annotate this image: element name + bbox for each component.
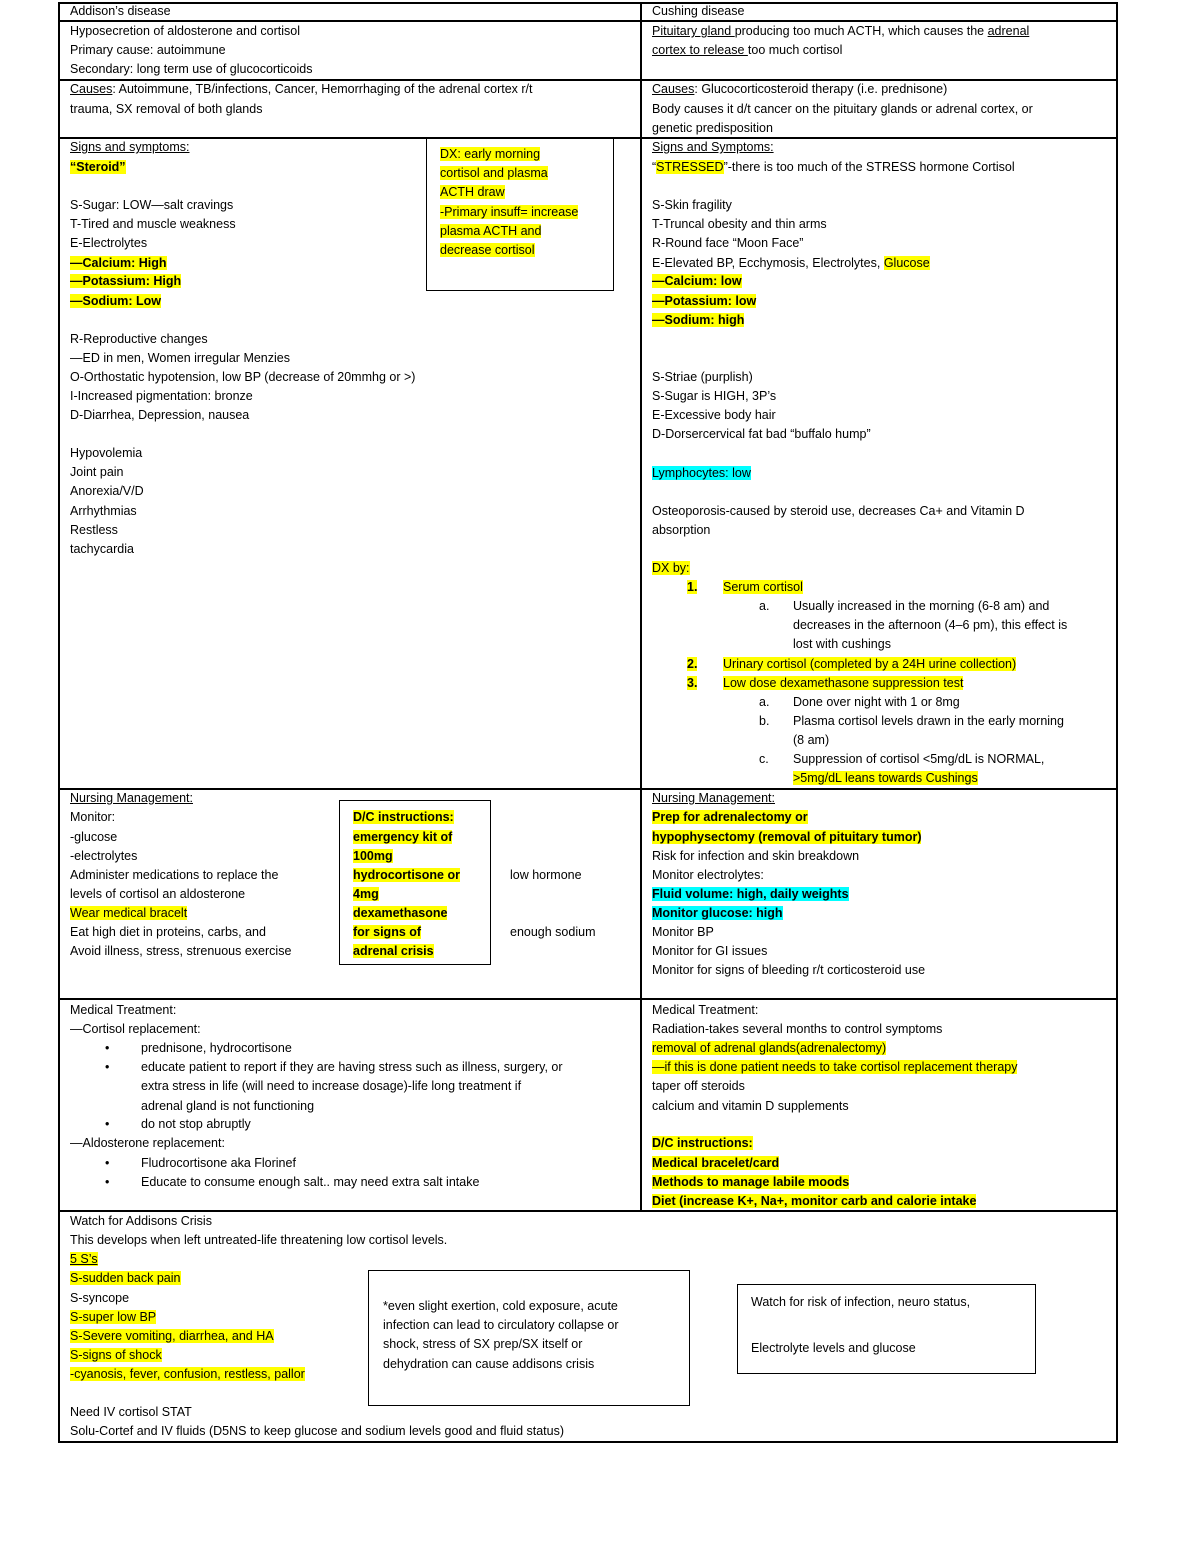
addison-secondary-cause: Secondary: long term use of glucocorticoids bbox=[70, 62, 313, 76]
nursing-line-text: Fluid volume: high, daily weights bbox=[652, 887, 849, 901]
med-line: Fludrocortisone aka Florinef bbox=[141, 1156, 296, 1170]
ss-line: Arrhythmias bbox=[70, 504, 137, 518]
crisis-line-text: S-super low BP bbox=[70, 1310, 157, 1324]
ss-line: E-Excessive body hair bbox=[652, 408, 776, 422]
ss-line: Anorexia/V/D bbox=[70, 484, 144, 498]
ss-line: tachycardia bbox=[70, 542, 134, 556]
dc-box-line bbox=[353, 904, 447, 923]
nursing-line: Eat high diet in proteins, carbs, and bbox=[70, 925, 266, 939]
med-line-text: Diet (increase K+, Na+, monitor carb and calorie intake bbox=[652, 1194, 977, 1208]
dx-item: Plasma cortisol levels drawn in the early morning bbox=[793, 714, 1064, 728]
osteo-line: Osteoporosis-caused by steroid use, decreases Ca+ and Vitamin D bbox=[652, 504, 1025, 518]
crisis-line bbox=[70, 1269, 181, 1288]
dx-number-text: 3. bbox=[687, 676, 698, 690]
dx-item: Usually increased in the morning (6-8 am) and bbox=[793, 599, 1050, 613]
crisis-line-text: -cyanosis, fever, confusion, restless, pallor bbox=[70, 1367, 305, 1381]
ss-line: Hypovolemia bbox=[70, 446, 143, 460]
nursing-line: -electrolytes bbox=[70, 849, 138, 863]
addison-ss-title: Signs and symptoms: bbox=[70, 140, 190, 154]
dx-box-text: plasma ACTH and bbox=[440, 224, 542, 238]
ss-line: R-Round face “Moon Face” bbox=[652, 236, 804, 250]
dx-item-text: >5mg/dL leans towards Cushings bbox=[793, 771, 978, 785]
dc-box-text: D/C instructions: bbox=[353, 810, 454, 824]
cushing-nursing-title: Nursing Management: bbox=[652, 791, 775, 805]
table-border-right bbox=[1116, 2, 1118, 1443]
nursing-line bbox=[652, 885, 849, 904]
crisis-note-line: *even slight exertion, cold exposure, acute bbox=[383, 1299, 618, 1313]
dx-box-text: cortisol and plasma bbox=[440, 166, 548, 180]
ss-line-text: —Sodium: Low bbox=[70, 294, 161, 308]
dc-box-text: 100mg bbox=[353, 849, 393, 863]
nursing-line-text: Monitor glucose: high bbox=[652, 906, 783, 920]
table-border-top bbox=[58, 2, 1118, 4]
crisis-title: Watch for Addisons Crisis bbox=[70, 1214, 212, 1228]
ss-line: T-Tired and muscle weakness bbox=[70, 217, 236, 231]
dc-box-line bbox=[353, 866, 460, 885]
ss-line bbox=[70, 254, 167, 273]
crisis-line bbox=[70, 1327, 274, 1346]
nursing-line-text: hypophysectomy (removal of pituitary tumor) bbox=[652, 830, 922, 844]
crisis-line bbox=[70, 1365, 305, 1384]
ss-line bbox=[652, 292, 756, 311]
dx-box-text: ACTH draw bbox=[440, 185, 505, 199]
cushing-ss-mnemonic bbox=[652, 158, 1015, 177]
ss-line: E-Electrolytes bbox=[70, 236, 148, 250]
med-line: do not stop abruptly bbox=[141, 1117, 251, 1131]
dc-box-line bbox=[353, 847, 393, 866]
mnemonic-text: “Steroid” bbox=[70, 160, 126, 174]
dc-box-text: dexamethasone bbox=[353, 906, 448, 920]
cushing-ss-title: Signs and Symptoms: bbox=[652, 140, 774, 154]
nursing-line: Administer medications to replace the bbox=[70, 868, 279, 882]
lymphocytes-text: Lymphocytes: low bbox=[652, 466, 751, 480]
ss-line-text: —Calcium: low bbox=[652, 274, 742, 288]
addison-med-title: Medical Treatment: bbox=[70, 1003, 177, 1017]
row-divider bbox=[58, 998, 1118, 1000]
nursing-line: Monitor BP bbox=[652, 925, 714, 939]
crisis-line-text: S-Severe vomiting, diarrhea, and HA bbox=[70, 1329, 274, 1343]
ss-line-text: E-Elevated BP, Ecchymosis, Electrolytes, bbox=[652, 256, 884, 270]
nursing-line bbox=[70, 904, 187, 923]
dx-number bbox=[687, 578, 697, 597]
cushing-title: Cushing disease bbox=[652, 4, 745, 18]
nursing-line: Avoid illness, stress, strenuous exercise bbox=[70, 944, 292, 958]
addison-ss-mnemonic bbox=[70, 158, 126, 177]
mnemonic-text: STRESSED bbox=[656, 160, 724, 174]
ss-line: S-Striae (purplish) bbox=[652, 370, 753, 384]
dx-item-text: Serum cortisol bbox=[723, 580, 803, 594]
nursing-line-text: Prep for adrenalectomy or bbox=[652, 810, 808, 824]
dc-box-text: hydrocortisone or bbox=[353, 868, 460, 882]
dx-number-text: 2. bbox=[687, 657, 698, 671]
dx-box-text: DX: early morning bbox=[440, 147, 541, 161]
crisis-note-line: shock, stress of SX prep/SX itself or bbox=[383, 1337, 583, 1351]
dc-box-text: adrenal crisis bbox=[353, 944, 434, 958]
med-line: extra stress in life (will need to increase dosage)-life long treatment if bbox=[141, 1079, 522, 1093]
column-divider bbox=[640, 2, 642, 1212]
bullet-icon: • bbox=[105, 1060, 110, 1074]
crisis-description: This develops when left untreated-life threatening low cortisol levels. bbox=[70, 1233, 448, 1247]
ss-line: —ED in men, Women irregular Menzies bbox=[70, 351, 290, 365]
dx-letter: a. bbox=[759, 695, 770, 709]
crisis-line-text: S-signs of shock bbox=[70, 1348, 162, 1362]
def-part: too much cortisol bbox=[747, 43, 843, 57]
ss-line-text: —Potassium: low bbox=[652, 294, 757, 308]
dx-item-text: Low dose dexamethasone suppression test bbox=[723, 676, 964, 690]
dx-item: Done over night with 1 or 8mg bbox=[793, 695, 960, 709]
bullet-icon: • bbox=[105, 1175, 110, 1189]
cushing-definition-cont bbox=[652, 41, 842, 60]
nursing-line: Monitor for signs of bleeding r/t corticosteroid use bbox=[652, 963, 926, 977]
dx-box-line bbox=[440, 222, 541, 241]
dx-item bbox=[723, 578, 803, 597]
dx-item: Suppression of cortisol <5mg/dL is NORMAL, bbox=[793, 752, 1045, 766]
ss-line: S-Skin fragility bbox=[652, 198, 732, 212]
crisis-note-line: dehydration can cause addisons crisis bbox=[383, 1357, 595, 1371]
table-border-bottom bbox=[58, 1441, 1118, 1443]
dx-box-line bbox=[440, 145, 540, 164]
dx-item bbox=[723, 674, 963, 693]
med-line: Radiation-takes several months to control symptoms bbox=[652, 1022, 943, 1036]
dx-item bbox=[723, 655, 1016, 674]
cushing-med-title: Medical Treatment: bbox=[652, 1003, 759, 1017]
dx-title bbox=[652, 559, 690, 578]
def-part: Pituitary gland bbox=[652, 24, 735, 38]
bullet-icon: • bbox=[105, 1041, 110, 1055]
def-part: producing too much ACTH, which causes the bbox=[734, 24, 988, 38]
med-line bbox=[652, 1173, 849, 1192]
nursing-line: Monitor for GI issues bbox=[652, 944, 768, 958]
nursing-line: Risk for infection and skin breakdown bbox=[652, 849, 860, 863]
nursing-continuation: low hormone bbox=[510, 868, 582, 882]
crisis-ss-label bbox=[70, 1250, 98, 1269]
dx-box-line bbox=[440, 241, 535, 260]
quote: “ bbox=[652, 160, 657, 174]
ss-line bbox=[70, 272, 181, 291]
ss-line: S-Sugar: LOW—salt cravings bbox=[70, 198, 234, 212]
dx-letter: c. bbox=[759, 752, 769, 766]
def-part: adrenal bbox=[987, 24, 1030, 38]
dc-box-text: for signs of bbox=[353, 925, 422, 939]
dx-box-text: decrease cortisol bbox=[440, 243, 535, 257]
osteo-line: absorption bbox=[652, 523, 711, 537]
crisis-line bbox=[70, 1308, 156, 1327]
med-line bbox=[652, 1154, 779, 1173]
crisis-line: S-syncope bbox=[70, 1291, 130, 1305]
med-line-text: D/C instructions: bbox=[652, 1136, 753, 1150]
watch-note-line: Watch for risk of infection, neuro status, bbox=[751, 1295, 971, 1309]
dc-box-line bbox=[353, 808, 454, 827]
crisis-iv: Need IV cortisol STAT bbox=[70, 1405, 192, 1419]
dx-title-text: DX by: bbox=[652, 561, 690, 575]
med-line: —Aldosterone replacement: bbox=[70, 1136, 225, 1150]
med-line-text: Medical bracelet/card bbox=[652, 1156, 780, 1170]
med-line: adrenal gland is not functioning bbox=[141, 1099, 315, 1113]
dx-number-text: 1. bbox=[687, 580, 698, 594]
mnemonic-rest: ”-there is too much of the STRESS hormone Cortisol bbox=[723, 160, 1015, 174]
dc-box-line bbox=[353, 942, 434, 961]
med-line: calcium and vitamin D supplements bbox=[652, 1099, 849, 1113]
dc-box-text: 4mg bbox=[353, 887, 379, 901]
dx-number bbox=[687, 655, 697, 674]
bullet-icon: • bbox=[105, 1117, 110, 1131]
dx-item bbox=[793, 769, 978, 788]
watch-note-line: Electrolyte levels and glucose bbox=[751, 1341, 916, 1355]
med-line: taper off steroids bbox=[652, 1079, 745, 1093]
dc-box-line bbox=[353, 828, 452, 847]
med-line: Educate to consume enough salt.. may need extra salt intake bbox=[141, 1175, 480, 1189]
ss-line: T-Truncal obesity and thin arms bbox=[652, 217, 827, 231]
nursing-line bbox=[652, 808, 808, 827]
med-line bbox=[652, 1039, 886, 1058]
addison-causes bbox=[70, 80, 533, 99]
dx-box-text: -Primary insuff= increase bbox=[440, 205, 579, 219]
ss-line bbox=[70, 292, 161, 311]
dx-letter: b. bbox=[759, 714, 770, 728]
dx-letter: a. bbox=[759, 599, 770, 613]
bullet-icon: • bbox=[105, 1156, 110, 1170]
crisis-line bbox=[70, 1346, 162, 1365]
ss-line: D-Diarrhea, Depression, nausea bbox=[70, 408, 250, 422]
crisis-line-text: S-sudden back pain bbox=[70, 1271, 181, 1285]
nursing-line: Monitor electrolytes: bbox=[652, 868, 764, 882]
lymphocytes-line bbox=[652, 464, 751, 483]
ss-line: D-Dorsercervical fat bad “buffalo hump” bbox=[652, 427, 871, 441]
nursing-line: levels of cortisol an aldosterone bbox=[70, 887, 246, 901]
ss-line: O-Orthostatic hypotension, low BP (decrease of 20mmhg or >) bbox=[70, 370, 416, 384]
ss-line: Restless bbox=[70, 523, 118, 537]
med-line: educate patient to report if they are having stress such as illness, surgery, or bbox=[141, 1060, 563, 1074]
med-line bbox=[652, 1134, 753, 1153]
crisis-ss-label-text: 5 S’s bbox=[70, 1252, 98, 1266]
med-line-text: Methods to manage labile moods bbox=[652, 1175, 850, 1189]
ss-line-text: —Sodium: high bbox=[652, 313, 745, 327]
ss-line: S-Sugar is HIGH, 3P’s bbox=[652, 389, 777, 403]
med-line: prednisone, hydrocortisone bbox=[141, 1041, 292, 1055]
dx-item: decreases in the afternoon (4–6 pm), this effect is bbox=[793, 618, 1068, 632]
dx-box-line bbox=[440, 183, 505, 202]
dc-box-text: emergency kit of bbox=[353, 830, 453, 844]
ss-line: I-Increased pigmentation: bronze bbox=[70, 389, 253, 403]
ss-line: Joint pain bbox=[70, 465, 124, 479]
med-line: —Cortisol replacement: bbox=[70, 1022, 201, 1036]
ss-line bbox=[652, 272, 742, 291]
ss-line bbox=[652, 254, 930, 273]
ss-line: R-Reproductive changes bbox=[70, 332, 208, 346]
addison-causes-cont: trauma, SX removal of both glands bbox=[70, 102, 263, 116]
dx-item: lost with cushings bbox=[793, 637, 891, 651]
addison-nursing-title: Nursing Management: bbox=[70, 791, 193, 805]
ss-line-text: —Calcium: High bbox=[70, 256, 167, 270]
addison-title: Addison’s disease bbox=[70, 4, 171, 18]
cushing-definition bbox=[652, 22, 1029, 41]
cushing-causes-cont: Body causes it d/t cancer on the pituitary glands or adrenal cortex, or bbox=[652, 102, 1033, 116]
row-divider bbox=[58, 788, 1118, 790]
cushing-causes bbox=[652, 80, 947, 99]
ss-line-text: —Potassium: High bbox=[70, 274, 182, 288]
med-line-text: removal of adrenal glands(adrenalectomy) bbox=[652, 1041, 887, 1055]
dx-box-line bbox=[440, 164, 548, 183]
ss-line bbox=[652, 311, 744, 330]
cushing-causes-cont: genetic predisposition bbox=[652, 121, 773, 135]
causes-text: : Glucocorticosteroid therapy (i.e. prednisone) bbox=[694, 82, 948, 96]
crisis-iv: Solu-Cortef and IV fluids (D5NS to keep glucose and sodium levels good and fluid status) bbox=[70, 1424, 565, 1438]
med-line bbox=[652, 1192, 976, 1211]
med-line-text: —if this is done patient needs to take cortisol replacement therapy bbox=[652, 1060, 1018, 1074]
glucose-highlight: Glucose bbox=[883, 256, 930, 270]
nursing-continuation: enough sodium bbox=[510, 925, 596, 939]
table-border-left bbox=[58, 2, 60, 1443]
causes-label: Causes bbox=[70, 82, 113, 96]
addison-primary-cause: Primary cause: autoimmune bbox=[70, 43, 226, 57]
def-part: cortex to release bbox=[652, 43, 748, 57]
dx-item-text: Urinary cortisol (completed by a 24H urine collection) bbox=[723, 657, 1017, 671]
dx-number bbox=[687, 674, 697, 693]
crisis-note-line: infection can lead to circulatory collapse or bbox=[383, 1318, 619, 1332]
dc-box-line bbox=[353, 923, 421, 942]
causes-text: : Autoimmune, TB/infections, Cancer, Hemorrhaging of the adrenal cortex r/t bbox=[112, 82, 533, 96]
nursing-line: -glucose bbox=[70, 830, 118, 844]
causes-label: Causes bbox=[652, 82, 695, 96]
addison-definition: Hyposecretion of aldosterone and cortisol bbox=[70, 24, 300, 38]
nursing-line bbox=[652, 904, 783, 923]
nursing-line bbox=[652, 828, 921, 847]
nursing-line-text: Wear medical bracelt bbox=[70, 906, 188, 920]
med-line bbox=[652, 1058, 1017, 1077]
dx-box-line bbox=[440, 203, 578, 222]
dx-item: (8 am) bbox=[793, 733, 830, 747]
nursing-line: Monitor: bbox=[70, 810, 116, 824]
dc-box-line bbox=[353, 885, 379, 904]
